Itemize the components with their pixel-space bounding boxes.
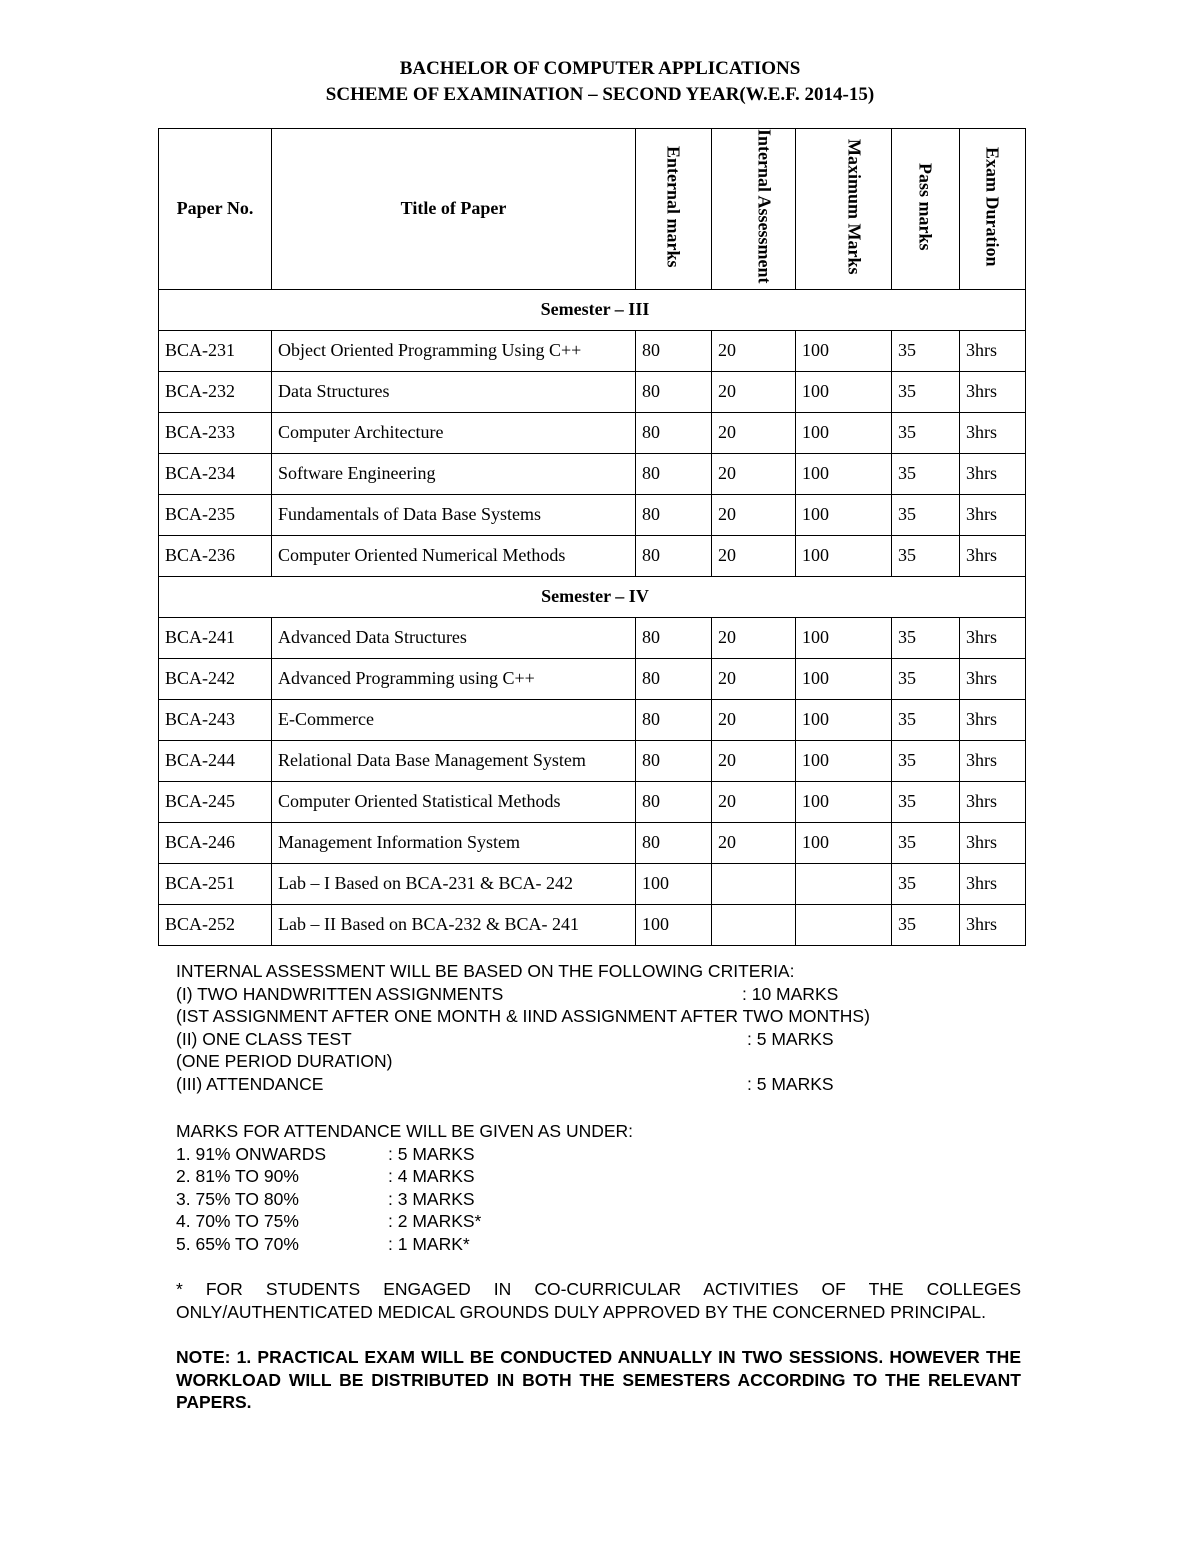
header-internal-assessment: Internal Assessment: [712, 129, 796, 290]
table-row: [159, 904, 1026, 945]
maximum-marks-cell: 100: [796, 494, 892, 535]
attendance-marks: : 4 MARKS: [388, 1166, 475, 1187]
pass-marks-cell: 35: [892, 371, 960, 412]
maximum-marks-cell: 100: [796, 781, 892, 822]
paper-no-cell: BCA-231: [159, 330, 272, 371]
exam-duration-cell: 3hrs: [960, 453, 1026, 494]
examination-scheme-table: [158, 128, 1026, 946]
paper-no-cell: BCA-244: [159, 740, 272, 781]
paper-no-cell: BCA-235: [159, 494, 272, 535]
table-row: [159, 863, 1026, 904]
exam-duration-cell: 3hrs: [960, 699, 1026, 740]
maximum-marks-cell: 100: [796, 371, 892, 412]
paper-no-cell: BCA-243: [159, 699, 272, 740]
internal-assessment-cell: 20: [712, 453, 796, 494]
internal-assessment-cell: 20: [712, 371, 796, 412]
title-cell: Relational Data Base Management System: [272, 740, 636, 781]
header-maximum-marks: Maximum Marks: [796, 129, 892, 290]
table-row: [159, 330, 1026, 371]
title-cell: Software Engineering: [272, 453, 636, 494]
exam-duration-cell: 3hrs: [960, 371, 1026, 412]
enternal-marks-cell: 80: [636, 494, 712, 535]
semester-iv-row: [159, 576, 1026, 617]
internal-assessment-cell: [712, 863, 796, 904]
internal-assessment-cell: 20: [712, 699, 796, 740]
table-row: [159, 740, 1026, 781]
attendance-item: [176, 1233, 1021, 1256]
attendance-heading: MARKS FOR ATTENDANCE WILL BE GIVEN AS UNDER:: [176, 1121, 634, 1141]
pass-marks-cell: 35: [892, 699, 960, 740]
table-row: [159, 453, 1026, 494]
criteria-item-1-label: (I) TWO HANDWRITTEN ASSIGNMENTS: [176, 983, 504, 1004]
attendance-range: 2. 81% TO 90%: [176, 1166, 299, 1187]
pass-marks-cell: 35: [892, 822, 960, 863]
criteria-item-3-value: : 5 MARKS: [747, 1073, 834, 1094]
criteria-item-3-label: (III) ATTENDANCE: [176, 1073, 324, 1094]
enternal-marks-cell: 80: [636, 822, 712, 863]
header-paper-no: Paper No.: [159, 129, 272, 290]
attendance-item: [176, 1165, 1021, 1188]
pass-marks-cell: 35: [892, 904, 960, 945]
exam-duration-cell: 3hrs: [960, 863, 1026, 904]
title-cell: Advanced Data Structures: [272, 617, 636, 658]
semester-iii-row: [159, 289, 1026, 330]
criteria-item-1-note: (IST ASSIGNMENT AFTER ONE MONTH & IIND ASSIGNMENT AFTER TWO MONTHS): [176, 1006, 870, 1027]
table-row: [159, 494, 1026, 535]
enternal-marks-cell: 100: [636, 863, 712, 904]
criteria-item-2-label: (II) ONE CLASS TEST: [176, 1028, 352, 1049]
pass-marks-cell: 35: [892, 781, 960, 822]
exam-duration-cell: 3hrs: [960, 781, 1026, 822]
paper-no-cell: BCA-246: [159, 822, 272, 863]
internal-assessment-cell: 20: [712, 412, 796, 453]
pass-marks-cell: 35: [892, 740, 960, 781]
maximum-marks-cell: 100: [796, 330, 892, 371]
title-cell: Object Oriented Programming Using C++: [272, 330, 636, 371]
enternal-marks-cell: 80: [636, 535, 712, 576]
internal-assessment-criteria: [176, 960, 1021, 1096]
pass-marks-cell: 35: [892, 658, 960, 699]
enternal-marks-cell: 80: [636, 412, 712, 453]
table-row: [159, 535, 1026, 576]
attendance-marks-section: [176, 1120, 1021, 1256]
criteria-item-2-note: (ONE PERIOD DURATION): [176, 1051, 393, 1072]
internal-assessment-cell: 20: [712, 822, 796, 863]
title-cell: Computer Oriented Statistical Methods: [272, 781, 636, 822]
enternal-marks-cell: 80: [636, 617, 712, 658]
semester-label: Semester – IV: [159, 576, 1026, 617]
title-cell: Computer Architecture: [272, 412, 636, 453]
maximum-marks-cell: 100: [796, 740, 892, 781]
table-row: [159, 658, 1026, 699]
table-row: [159, 822, 1026, 863]
title-cell: Data Structures: [272, 371, 636, 412]
pass-marks-cell: 35: [892, 330, 960, 371]
footnote: * FOR STUDENTS ENGAGED IN CO-CURRICULAR ACTIVITIES OF THE COLLEGES ONLY/AUTHENTICATED MEDICAL GROUNDS DULY APPROVED BY THE CONCERNED PRINCIPAL.: [176, 1279, 1021, 1322]
enternal-marks-cell: 80: [636, 781, 712, 822]
internal-assessment-cell: 20: [712, 330, 796, 371]
enternal-marks-cell: 80: [636, 330, 712, 371]
exam-duration-cell: 3hrs: [960, 658, 1026, 699]
enternal-marks-cell: 80: [636, 740, 712, 781]
criteria-item-1-value: : 10 MARKS: [742, 983, 839, 1004]
paper-no-cell: BCA-232: [159, 371, 272, 412]
maximum-marks-cell: 100: [796, 535, 892, 576]
title-cell: E-Commerce: [272, 699, 636, 740]
attendance-marks: : 1 MARK*: [388, 1233, 470, 1254]
exam-duration-cell: 3hrs: [960, 740, 1026, 781]
pass-marks-cell: 35: [892, 412, 960, 453]
title-cell: Fundamentals of Data Base Systems: [272, 494, 636, 535]
internal-assessment-cell: 20: [712, 740, 796, 781]
attendance-range: 4. 70% TO 75%: [176, 1211, 299, 1232]
document-title: BACHELOR OF COMPUTER APPLICATIONS: [399, 58, 801, 79]
paper-no-cell: BCA-233: [159, 412, 272, 453]
paper-no-cell: BCA-241: [159, 617, 272, 658]
pass-marks-cell: 35: [892, 494, 960, 535]
maximum-marks-cell: 100: [796, 699, 892, 740]
paper-no-cell: BCA-234: [159, 453, 272, 494]
pass-marks-cell: 35: [892, 453, 960, 494]
paper-no-cell: BCA-245: [159, 781, 272, 822]
title-cell: Lab – II Based on BCA-232 & BCA- 241: [272, 904, 636, 945]
table-row: [159, 781, 1026, 822]
internal-assessment-cell: 20: [712, 658, 796, 699]
table-row: [159, 371, 1026, 412]
header-enternal-marks: Enternal marks: [636, 129, 712, 290]
enternal-marks-cell: 80: [636, 371, 712, 412]
table-row: [159, 699, 1026, 740]
exam-duration-cell: 3hrs: [960, 412, 1026, 453]
practical-exam-note: NOTE: 1. PRACTICAL EXAM WILL BE CONDUCTED ANNUALLY IN TWO SESSIONS. HOWEVER THE WORKLOAD WILL BE DISTRIBUTED IN BOTH THE SEMESTERS ACCORDING TO THE RELEVANT PAPERS.: [176, 1347, 1021, 1413]
attendance-range: 1. 91% ONWARDS: [176, 1143, 327, 1164]
attendance-item: [176, 1210, 1021, 1233]
internal-assessment-cell: 20: [712, 535, 796, 576]
table-row: [159, 617, 1026, 658]
attendance-range: 3. 75% TO 80%: [176, 1188, 299, 1209]
maximum-marks-cell: 100: [796, 617, 892, 658]
exam-duration-cell: 3hrs: [960, 904, 1026, 945]
paper-no-cell: BCA-251: [159, 863, 272, 904]
table-header-row: [159, 129, 1026, 290]
exam-duration-cell: 3hrs: [960, 535, 1026, 576]
header-exam-duration: Exam Duration: [960, 129, 1026, 290]
paper-no-cell: BCA-252: [159, 904, 272, 945]
attendance-marks: : 5 MARKS: [388, 1143, 475, 1164]
paper-no-cell: BCA-236: [159, 535, 272, 576]
exam-duration-cell: 3hrs: [960, 617, 1026, 658]
attendance-marks: : 3 MARKS: [388, 1188, 475, 1209]
title-cell: Management Information System: [272, 822, 636, 863]
title-cell: Lab – I Based on BCA-231 & BCA- 242: [272, 863, 636, 904]
document-subtitle: SCHEME OF EXAMINATION – SECOND YEAR(W.E.F. 2014-15): [325, 84, 875, 105]
enternal-marks-cell: 80: [636, 453, 712, 494]
header-pass-marks: Pass marks: [892, 129, 960, 290]
attendance-marks: : 2 MARKS*: [388, 1211, 482, 1232]
exam-duration-cell: 3hrs: [960, 494, 1026, 535]
exam-duration-cell: 3hrs: [960, 330, 1026, 371]
maximum-marks-cell: 100: [796, 822, 892, 863]
attendance-range: 5. 65% TO 70%: [176, 1233, 299, 1254]
paper-no-cell: BCA-242: [159, 658, 272, 699]
enternal-marks-cell: 80: [636, 658, 712, 699]
attendance-item: [176, 1143, 1021, 1166]
pass-marks-cell: 35: [892, 863, 960, 904]
maximum-marks-cell: 100: [796, 658, 892, 699]
enternal-marks-cell: 100: [636, 904, 712, 945]
semester-label: Semester – III: [159, 289, 1026, 330]
enternal-marks-cell: 80: [636, 699, 712, 740]
criteria-heading: INTERNAL ASSESSMENT WILL BE BASED ON THE FOLLOWING CRITERIA:: [176, 961, 795, 981]
internal-assessment-cell: 20: [712, 781, 796, 822]
title-cell: Computer Oriented Numerical Methods: [272, 535, 636, 576]
maximum-marks-cell: [796, 863, 892, 904]
header-title-of-paper: Title of Paper: [272, 129, 636, 290]
maximum-marks-cell: 100: [796, 453, 892, 494]
exam-duration-cell: 3hrs: [960, 822, 1026, 863]
pass-marks-cell: 35: [892, 617, 960, 658]
internal-assessment-cell: 20: [712, 494, 796, 535]
title-cell: Advanced Programming using C++: [272, 658, 636, 699]
maximum-marks-cell: [796, 904, 892, 945]
pass-marks-cell: 35: [892, 535, 960, 576]
attendance-item: [176, 1188, 1021, 1211]
internal-assessment-cell: 20: [712, 617, 796, 658]
internal-assessment-cell: [712, 904, 796, 945]
table-row: [159, 412, 1026, 453]
criteria-item-2-value: : 5 MARKS: [747, 1028, 834, 1049]
maximum-marks-cell: 100: [796, 412, 892, 453]
